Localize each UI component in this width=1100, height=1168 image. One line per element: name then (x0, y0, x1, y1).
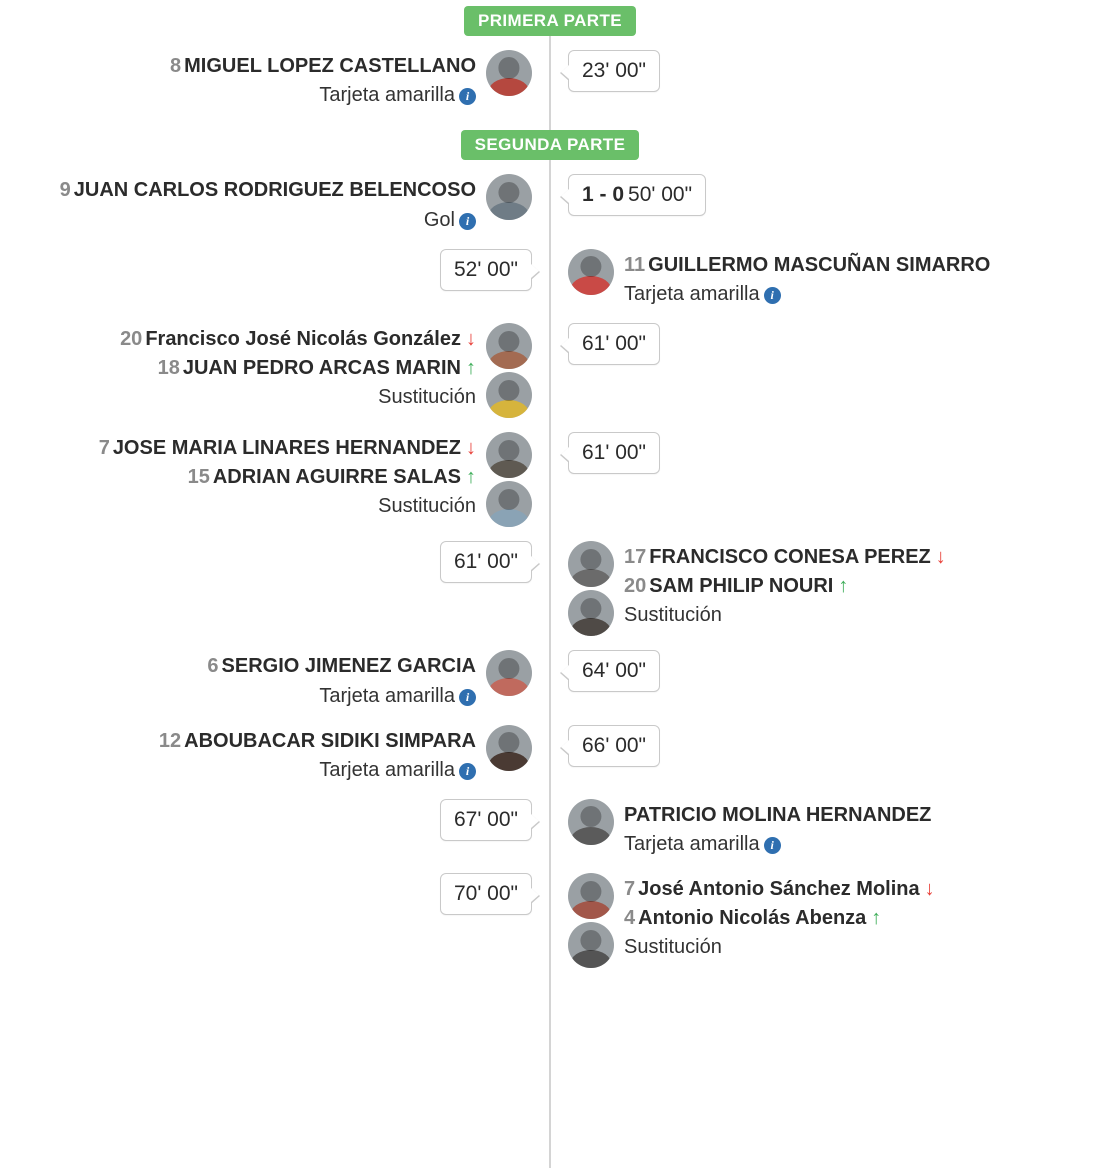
avatar-head-shape (498, 57, 519, 78)
event-right-column (550, 432, 1100, 474)
event-time: 70' 00" (453, 882, 518, 906)
player-avatar (486, 372, 532, 418)
event-action-label: Tarjeta amarilla (624, 833, 760, 856)
avatar-body-shape (488, 752, 529, 770)
avatar-head-shape (580, 256, 601, 277)
avatar-body-shape (570, 901, 611, 919)
event-score: 1 - 0 (582, 183, 625, 207)
event-right-column (550, 541, 1100, 636)
event-action (624, 279, 990, 309)
player-number: 20 (120, 328, 143, 351)
event-players (624, 873, 935, 962)
event-action (99, 491, 476, 521)
event-avatars (486, 725, 532, 771)
sub-in-arrow-icon: ↑ (466, 465, 476, 488)
events-second-half (0, 174, 1100, 968)
event-time: 67' 00" (453, 807, 518, 831)
event-left-column (0, 50, 550, 110)
avatar-body-shape (570, 618, 611, 636)
player-name: SAM PHILIP NOURI (649, 574, 834, 597)
player-avatar (568, 541, 614, 587)
avatar-body-shape (570, 827, 611, 845)
player-avatar (486, 174, 532, 220)
player-name: SERGIO JIMENEZ GARCIA (221, 655, 476, 678)
player-line[interactable] (170, 52, 476, 80)
event-time: 52' 00" (453, 257, 518, 281)
event-left-column (0, 541, 550, 583)
event-right-column (550, 50, 1100, 92)
event-time: 66' 00" (582, 733, 647, 757)
event-action-label: Sustitución (378, 494, 476, 517)
player-line[interactable] (159, 727, 476, 755)
period-badge-first: PRIMERA PARTE (464, 6, 636, 36)
event-avatars (486, 174, 532, 220)
event-right-column (550, 650, 1100, 692)
event-players (159, 725, 476, 785)
avatar-body-shape (488, 509, 529, 527)
event-detail (60, 174, 532, 234)
player-avatar (486, 481, 532, 527)
event-time: 64' 00" (582, 659, 647, 683)
event-action (624, 829, 931, 859)
player-avatar (568, 922, 614, 968)
sub-out-arrow-icon: ↓ (466, 328, 476, 351)
event-detail (568, 873, 935, 968)
event-detail (170, 50, 532, 110)
event-left-column (0, 873, 550, 915)
event-left-column (0, 725, 550, 785)
event-time-bubble (568, 50, 660, 92)
event-action-label: Tarjeta amarilla (319, 684, 455, 707)
event-detail (207, 650, 532, 710)
player-line[interactable] (624, 904, 935, 932)
event-left-column (0, 650, 550, 710)
event-avatars (486, 432, 532, 527)
event-avatars (486, 650, 532, 696)
event-time-bubble (440, 541, 532, 583)
event-action-label: Sustitución (378, 385, 476, 408)
player-name: Antonio Nicolás Abenza (638, 906, 867, 929)
avatar-body-shape (570, 276, 611, 294)
event-left-column (0, 249, 550, 291)
event-right-column (550, 174, 1100, 216)
event-right-column (550, 323, 1100, 365)
event-detail (568, 541, 946, 636)
avatar-body-shape (488, 202, 529, 220)
avatar-head-shape (498, 182, 519, 203)
period-second-half (0, 130, 1100, 160)
info-icon[interactable]: i (459, 213, 476, 230)
player-line[interactable] (624, 875, 935, 903)
timeline-event (0, 50, 1100, 110)
timeline-event (0, 174, 1100, 234)
event-time: 50' 00" (628, 183, 693, 207)
event-players (624, 249, 990, 309)
event-time-bubble (568, 432, 660, 474)
event-avatars (568, 541, 614, 636)
event-right-column (550, 725, 1100, 767)
event-players (207, 650, 476, 710)
event-detail (120, 323, 532, 418)
event-action-label: Gol (423, 208, 455, 231)
avatar-head-shape (498, 658, 519, 679)
period-first-half (0, 6, 1100, 36)
info-icon[interactable]: i (459, 88, 476, 105)
player-line[interactable] (207, 652, 476, 680)
sub-in-arrow-icon: ↑ (871, 906, 882, 929)
player-avatar (568, 249, 614, 295)
avatar-head-shape (498, 489, 519, 510)
event-action (159, 755, 476, 785)
player-line[interactable] (99, 434, 476, 462)
event-right-column (550, 873, 1100, 968)
event-right-column (550, 799, 1100, 859)
sub-out-arrow-icon: ↓ (935, 546, 946, 569)
player-name: GUILLERMO MASCUÑAN SIMARRO (648, 253, 991, 276)
player-name: PATRICIO MOLINA HERNANDEZ (624, 803, 932, 826)
player-number: 7 (624, 878, 636, 901)
event-players (99, 432, 476, 521)
event-left-column (0, 432, 550, 527)
event-time: 61' 00" (582, 332, 647, 356)
event-time: 61' 00" (453, 550, 518, 574)
player-name: ABOUBACAR SIDIKI SIMPARA (184, 729, 476, 752)
avatar-head-shape (580, 881, 601, 902)
avatar-head-shape (580, 549, 601, 570)
event-left-column (0, 323, 550, 418)
player-number: 9 (59, 179, 71, 202)
event-detail (159, 725, 532, 785)
player-number: 11 (624, 253, 646, 276)
event-left-column (0, 174, 550, 234)
avatar-head-shape (580, 806, 601, 827)
player-line[interactable] (624, 251, 990, 279)
sub-in-arrow-icon: ↑ (838, 574, 849, 597)
player-number: 18 (157, 356, 180, 379)
event-detail (568, 249, 990, 309)
player-line[interactable] (99, 463, 476, 491)
player-name: José Antonio Sánchez Molina (638, 878, 920, 901)
avatar-head-shape (580, 930, 601, 951)
player-name: Francisco José Nicolás González (145, 328, 461, 351)
event-action (60, 205, 476, 235)
avatar-body-shape (488, 400, 529, 418)
event-action (170, 80, 476, 110)
avatar-head-shape (498, 331, 519, 352)
event-action-label: Tarjeta amarilla (319, 758, 455, 781)
player-line[interactable] (120, 325, 476, 353)
player-line[interactable] (624, 543, 946, 571)
event-time-bubble (568, 323, 660, 365)
event-time-bubble (440, 799, 532, 841)
timeline-event (0, 249, 1100, 309)
event-left-column (0, 799, 550, 841)
avatar-body-shape (488, 78, 529, 96)
events-first-half (0, 50, 1100, 110)
timeline-event (0, 432, 1100, 527)
player-line[interactable] (624, 572, 946, 600)
avatar-body-shape (570, 950, 611, 968)
player-avatar (486, 50, 532, 96)
player-number: 7 (98, 437, 110, 460)
avatar-body-shape (488, 351, 529, 369)
player-number: 12 (158, 729, 182, 752)
event-action (207, 681, 476, 711)
player-avatar (568, 590, 614, 636)
timeline-event (0, 323, 1100, 418)
avatar-head-shape (498, 440, 519, 461)
sub-in-arrow-icon: ↑ (466, 356, 476, 379)
player-name: JUAN PEDRO ARCAS MARIN (182, 356, 461, 379)
event-right-column (550, 249, 1100, 309)
timeline-event (0, 873, 1100, 968)
event-players (120, 323, 476, 412)
timeline-event (0, 799, 1100, 859)
event-avatars (568, 873, 614, 968)
info-icon[interactable]: i (459, 763, 476, 780)
timeline-event (0, 725, 1100, 785)
event-action-label: Sustitución (624, 936, 722, 959)
player-name: FRANCISCO CONESA PEREZ (649, 546, 931, 569)
event-avatars (486, 323, 532, 418)
event-players (624, 799, 931, 859)
player-avatar (486, 432, 532, 478)
player-number: 17 (624, 546, 647, 569)
player-line[interactable] (624, 801, 931, 829)
event-time-bubble (568, 725, 660, 767)
event-time-bubble (568, 174, 706, 216)
avatar-body-shape (488, 678, 529, 696)
sub-out-arrow-icon: ↓ (466, 437, 476, 460)
event-action (120, 382, 476, 412)
event-avatars (486, 50, 532, 96)
event-players (624, 541, 946, 630)
event-players (60, 174, 476, 234)
timeline-event (0, 541, 1100, 636)
player-number: 4 (624, 906, 636, 929)
player-number: 6 (207, 655, 219, 678)
event-avatars (568, 799, 614, 845)
event-action (624, 932, 935, 962)
timeline-event (0, 650, 1100, 710)
player-avatar (568, 873, 614, 919)
info-icon[interactable]: i (764, 837, 781, 854)
sub-out-arrow-icon: ↓ (924, 878, 935, 901)
player-avatar (568, 799, 614, 845)
event-time: 23' 00" (582, 59, 647, 82)
player-avatar (486, 725, 532, 771)
player-avatar (486, 650, 532, 696)
player-name: JUAN CARLOS RODRIGUEZ BELENCOSO (73, 179, 476, 202)
event-time-bubble (440, 873, 532, 915)
event-action-label: Tarjeta amarilla (624, 283, 760, 306)
period-badge-second: SEGUNDA PARTE (461, 130, 640, 160)
player-avatar (486, 323, 532, 369)
event-detail (99, 432, 532, 527)
event-time: 61' 00" (582, 441, 647, 465)
avatar-body-shape (488, 460, 529, 478)
avatar-head-shape (498, 380, 519, 401)
event-action-label: Sustitución (624, 603, 722, 626)
player-name: ADRIAN AGUIRRE SALAS (212, 465, 461, 488)
player-number: 20 (624, 574, 647, 597)
avatar-head-shape (580, 598, 601, 619)
event-avatars (568, 249, 614, 295)
event-time-bubble (440, 249, 532, 291)
player-name: MIGUEL LOPEZ CASTELLANO (184, 55, 476, 77)
player-line[interactable] (60, 176, 476, 204)
player-number: 8 (170, 55, 182, 77)
player-name: JOSE MARIA LINARES HERNANDEZ (112, 437, 461, 460)
player-number: 15 (187, 465, 210, 488)
avatar-body-shape (570, 569, 611, 587)
info-icon[interactable]: i (764, 287, 781, 304)
event-action (624, 600, 946, 630)
player-line[interactable] (120, 354, 476, 382)
event-detail (568, 799, 931, 859)
avatar-head-shape (498, 732, 519, 753)
event-players (170, 50, 476, 110)
info-icon[interactable]: i (459, 689, 476, 706)
event-action-label: Tarjeta amarilla (319, 84, 455, 107)
event-time-bubble (568, 650, 660, 692)
